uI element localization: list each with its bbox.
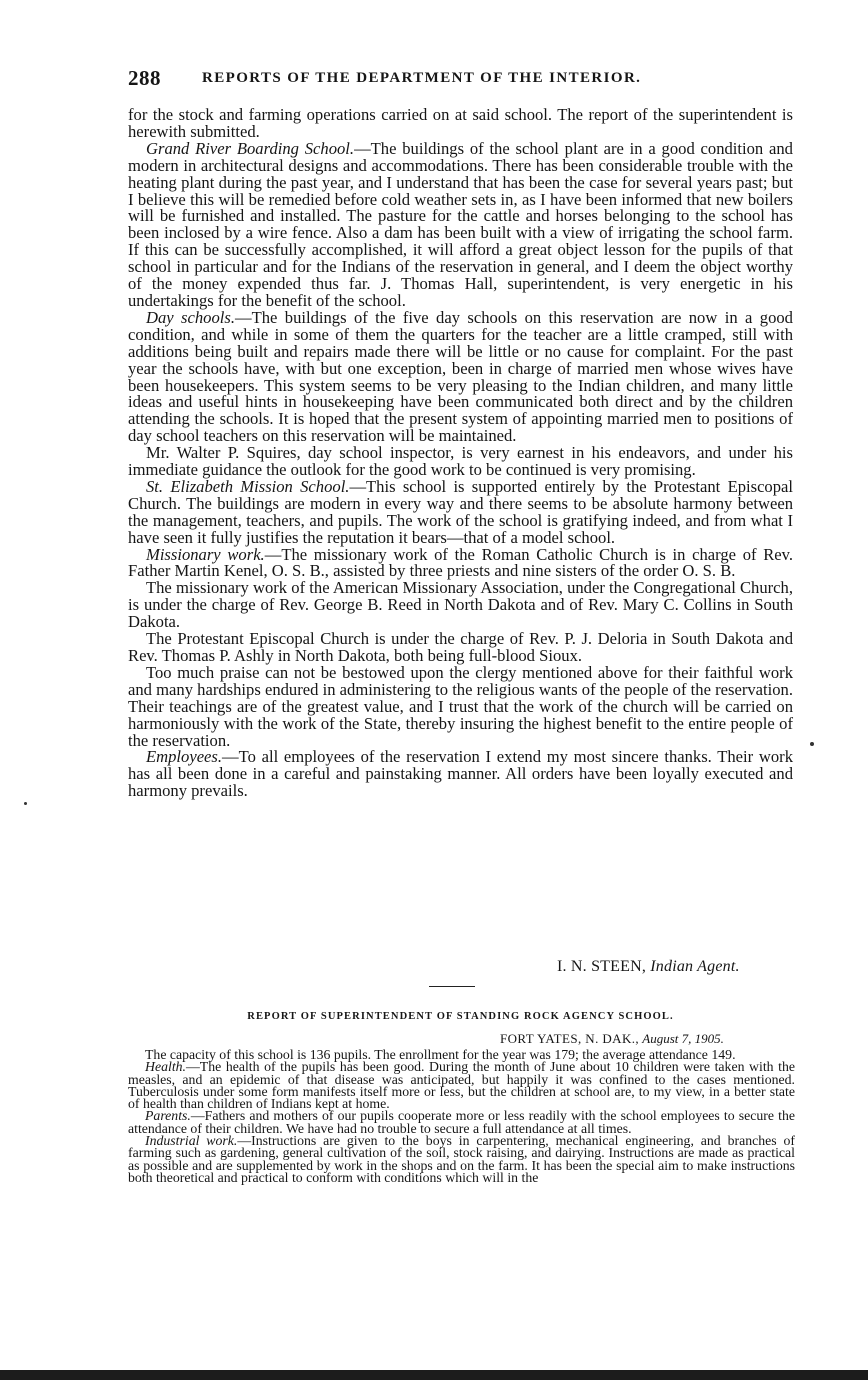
- page-number: 288: [128, 66, 161, 90]
- paragraph-employees: [128, 749, 793, 800]
- signature: [557, 958, 740, 976]
- paragraph-text: for the stock and farming operations carried on at said school. The report of the superintendent is herewith submitted.: [128, 105, 793, 141]
- paragraph-grand-river: [128, 138, 793, 310]
- paragraph-heading: Employees.: [146, 747, 223, 767]
- paragraph-parents: [128, 1110, 795, 1135]
- paragraph-text: —Fathers and mothers of our pupils cooperate more or less readily with the school employees to secure the attendance of their children. We have had no trouble to secure a full attendance at all times.: [128, 1108, 795, 1136]
- paragraph-american-missionary: [128, 580, 793, 631]
- section-heading: REPORT OF SUPERINTENDENT OF STANDING ROCK AGENCY SCHOOL.: [247, 1011, 674, 1022]
- scan-speck: [24, 802, 27, 805]
- dateline-place: FORT YATES, N. DAK.,: [500, 1031, 640, 1046]
- paragraph-text: —The missionary work of the Roman Catholic Church is in charge of Rev. Father Martin Kenel, O. S. B., assisted by three priests and nine sisters of the order O. S. B.: [128, 544, 794, 581]
- paragraph-heading: Grand River Boarding School.: [146, 138, 355, 158]
- paragraph-text: The missionary work of the American Missionary Association, under the Congregational Church, is under the charge of Rev. George B. Reed in North Dakota and of Rev. Mary C. Collins in South Dakota.: [128, 578, 793, 632]
- paragraph-text: The capacity of this school is 136 pupils. The enrollment for the year was 179; the average attendance 149.: [145, 1047, 736, 1062]
- paragraph-text: Mr. Walter P. Squires, day school inspector, is very earnest in his endeavors, and under his immediate guidance the outlook for the good work to be continued is very promising.: [128, 443, 793, 480]
- paragraph-text: —The health of the pupils has been good. During the month of June about 10 children were taken with the measles, and an epidemic of that disease was anticipated, but happily it was confined to the cases mentioned. Tuberculosis under some form manifests itself more or less, but the children at school are, to my view, in a better state of health than children of Indians kept at home.: [128, 1059, 795, 1112]
- paragraph-text: Too much praise can not be bestowed upon the clergy mentioned above for their faithful work and many hardships endured in administering to the religious wants of the people of the reservation. Their teachings are of the greatest value, and I trust that the work of the church will be carried on harmoniously with the work of the State, thereby insuring the highest benefit to the entire people of the reservation.: [128, 662, 793, 750]
- paragraph-heading: Parents.: [145, 1108, 191, 1124]
- paragraph-inspector: [128, 445, 793, 479]
- paragraph-heading: St. Elizabeth Mission School.: [146, 476, 350, 496]
- dateline-date: August 7, 1905.: [642, 1031, 724, 1046]
- paragraph-text: —This school is supported entirely by the Protestant Episcopal Church. The buildings are modern in every way and there seems to be absolute harmony between the management, teachers, and pupils. The work of the school is gratifying indeed, and from what I have seen it fully justifies the reputation it bears—that of a model school.: [128, 476, 793, 547]
- paragraph-day-schools: [128, 307, 793, 446]
- running-title: REPORTS OF THE DEPARTMENT OF THE INTERIOR.: [202, 70, 642, 86]
- paragraph-heading: Missionary work.: [146, 544, 265, 564]
- dateline: [500, 1031, 724, 1047]
- page-header: [128, 66, 793, 94]
- paragraph-health: [128, 1061, 795, 1110]
- scan-edge: [0, 1370, 868, 1380]
- paragraph-episcopal: [128, 631, 793, 665]
- signature-name: I. N. STEEN,: [557, 958, 647, 975]
- paragraph-heading: Industrial work.: [145, 1133, 238, 1149]
- paragraph-st-elizabeth: [128, 476, 793, 547]
- paragraph-text: —Instructions are given to the boys in carpentering, mechanical engineering, and branches of farming such as gardening, general cultivation of the soil, stock raising, and dairying. Instructions are made as practical as possible and are supplemented by work in the shops and on the farm. It has been the special aim to make instructions both theoretical and practical to conform with conditions which will in the: [128, 1133, 795, 1185]
- paragraph-clergy-praise: [128, 662, 793, 750]
- paragraph-text: —The buildings of the school plant are in a good condition and modern in architectural designs and accommodations. There has been considerable trouble with the heating plant during the past year, and I understand that has been the case for several years past; but I believe this will be remedied before cold weather sets in, as I have been informed that new boilers will be furnished and installed. The pasture for the cattle and horses belonging to the school has been inclosed by a wire fence. Also a dam has been built with a view of irrigating the school farm. If this can be successfully accomplished, it will afford a great object lesson for the pupils of that school in particular and for the Indians of the reservation in general, and I deem the object worthy of the money expended thus far. J. Thomas Hall, superintendent, is very energetic in his undertakings for the benefit of the school.: [128, 138, 793, 310]
- signature-title: Indian Agent.: [650, 958, 740, 975]
- paragraph-industrial-work: [128, 1135, 795, 1184]
- paragraph: [128, 107, 793, 141]
- scan-speck: [810, 742, 814, 746]
- school-report-body: [128, 1049, 795, 1184]
- paragraph-text: —To all employees of the reservation I extend my most sincere thanks. Their work has all been done in a careful and painstaking manner. All orders have been loyally executed and harmony prevails.: [128, 747, 793, 801]
- paragraph-text: —The buildings of the five day schools on this reservation are now in a good condition, and while in some of them the quarters for the teacher are a little cramped, still with additions being built and repairs made there will be little or no cause for complaint. For the past year the schools have, with but one exception, been in charge of married men whose wives have been housekeepers. This system seems to be very pleasing to the Indian children, and many little ideas and useful hints in housekeeping have been communicated both direct and by the children attending the schools. It is hoped that the present system of appointing married men to positions of day school teachers on this reservation will be maintained.: [128, 307, 793, 446]
- agent-report-body: [128, 107, 793, 800]
- paragraph-heading: Day schools.: [146, 307, 235, 327]
- section-divider: [429, 986, 475, 987]
- paragraph-heading: Health.: [145, 1059, 186, 1075]
- paragraph-text: The Protestant Episcopal Church is under the charge of Rev. P. J. Deloria in South Dakota and Rev. Thomas P. Ashly in North Dakota, both being full-blood Sioux.: [128, 629, 793, 665]
- paragraph-missionary-work: [128, 544, 794, 581]
